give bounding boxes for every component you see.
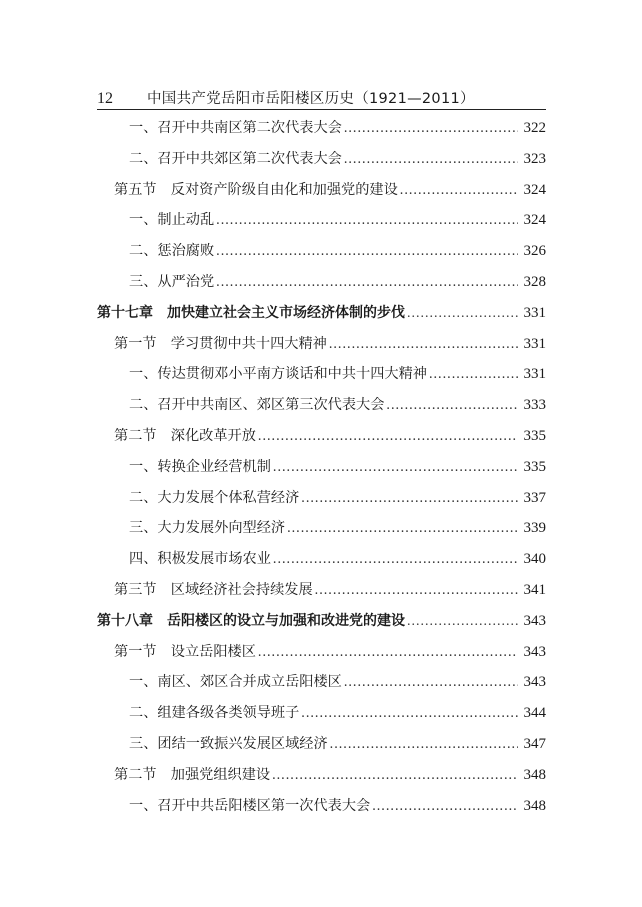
toc-entry-page: 331 (523, 335, 546, 352)
toc-entry-section[interactable] (114, 765, 546, 795)
toc-entry-item[interactable] (129, 703, 546, 733)
dot-leader (429, 364, 518, 384)
toc-entry-page: 335 (523, 428, 546, 444)
toc-entry-page: 331 (523, 304, 546, 321)
toc-entry-title: 二、大力发展个体私营经济 (129, 489, 300, 506)
toc-entry-page: 326 (523, 243, 546, 260)
toc-entry-page: 337 (523, 489, 546, 506)
toc-entry-item[interactable] (129, 272, 546, 302)
toc-entry-page: 331 (523, 366, 546, 383)
dot-leader (273, 457, 518, 477)
toc-entry-item[interactable] (129, 549, 546, 579)
toc-entry-item[interactable] (129, 672, 546, 702)
toc-entry-page: 343 (523, 674, 546, 691)
toc-entry-page: 348 (523, 766, 546, 783)
toc-entry-title: 三、团结一致振兴发展区域经济 (129, 736, 328, 752)
page-header (97, 84, 546, 108)
toc-entry-section[interactable] (114, 642, 546, 672)
dot-leader (372, 796, 518, 816)
toc-entry-page: 333 (523, 397, 546, 414)
toc-entry-item[interactable] (129, 457, 546, 487)
toc-entry-page: 343 (523, 612, 546, 629)
toc-entry-page: 341 (523, 582, 546, 598)
toc-entry-title: 一、转换企业经营机制 (129, 458, 271, 475)
toc-entry-title: 第二节 加强党组织建设 (114, 766, 271, 783)
toc-entry-title: 第二节 深化改革开放 (114, 428, 256, 444)
toc-entry-page: 322 (523, 120, 546, 136)
running-title: 中国共产党岳阳市岳阳楼区历史（1921—2011） (147, 91, 475, 107)
toc-entry-title: 二、召开中共郊区第二次代表大会 (129, 150, 342, 167)
dot-leader (407, 304, 518, 324)
dot-leader (301, 703, 518, 723)
dot-leader (329, 334, 518, 354)
toc-entry-title: 一、召开中共南区第二次代表大会 (129, 120, 342, 136)
toc-entry-title: 第十八章 岳阳楼区的设立与加强和改进党的建设 (97, 612, 405, 629)
toc-entry-section[interactable] (114, 426, 546, 456)
dot-leader (400, 180, 518, 200)
toc-entry-title: 一、传达贯彻邓小平南方谈话和中共十四大精神 (129, 366, 427, 383)
toc-entry-title: 二、召开中共南区、郊区第三次代表大会 (129, 397, 385, 414)
toc-entry-title: 四、积极发展市场农业 (129, 551, 271, 568)
dot-leader (386, 395, 518, 415)
dot-leader (344, 672, 518, 692)
toc-entry-item[interactable] (129, 149, 546, 179)
toc-entry-page: 328 (523, 274, 546, 290)
toc-entry-page: 324 (523, 181, 546, 198)
dot-leader (287, 518, 518, 538)
dot-leader (273, 549, 518, 569)
toc-entry-title: 二、组建各级各类领导班子 (129, 705, 300, 722)
toc-entry-chapter[interactable] (97, 611, 546, 641)
toc-entry-item[interactable] (129, 734, 546, 764)
toc-entry-section[interactable] (114, 334, 546, 364)
toc-entry-title: 三、大力发展外向型经济 (129, 520, 286, 537)
toc-entry-item[interactable] (129, 796, 546, 826)
toc-entry-title: 三、从严治党 (129, 274, 215, 290)
dot-leader (258, 642, 518, 662)
toc-entry-item[interactable] (129, 241, 546, 271)
dot-leader (344, 118, 518, 138)
toc-entry-page: 344 (523, 705, 546, 722)
toc-entry-title: 一、制止动乱 (129, 212, 215, 229)
toc-entry-title: 第十七章 加快建立社会主义市场经济体制的步伐 (97, 304, 405, 321)
dot-leader (258, 426, 518, 446)
toc-entry-page: 340 (523, 551, 546, 568)
toc-entry-page: 324 (523, 212, 546, 229)
dot-leader (315, 580, 518, 600)
toc-entry-title: 第一节 设立岳阳楼区 (114, 643, 256, 660)
toc-entry-page: 343 (523, 643, 546, 660)
dot-leader (344, 149, 518, 169)
toc-entry-item[interactable] (129, 518, 546, 548)
dot-leader (272, 765, 518, 785)
toc-entry-section[interactable] (114, 580, 546, 610)
dot-leader (330, 734, 518, 754)
toc-entry-section[interactable] (114, 180, 546, 210)
toc-entry-page: 348 (523, 797, 546, 814)
toc-entry-title: 一、召开中共岳阳楼区第一次代表大会 (129, 797, 371, 814)
toc-entry-item[interactable] (129, 118, 546, 148)
header-rule (97, 109, 546, 110)
dot-leader (216, 210, 518, 230)
toc-entry-page: 339 (523, 520, 546, 537)
toc-entry-title: 第三节 区域经济社会持续发展 (114, 582, 313, 598)
toc-entry-title: 第一节 学习贯彻中共十四大精神 (114, 335, 327, 352)
dot-leader (407, 612, 518, 632)
toc-entry-page: 323 (523, 150, 546, 167)
toc-entry-item[interactable] (129, 364, 546, 394)
toc-entry-title: 第五节 反对资产阶级自由化和加强党的建设 (114, 181, 398, 198)
toc-entry-item[interactable] (129, 488, 546, 518)
dot-leader (301, 488, 518, 508)
toc-entry-item[interactable] (129, 395, 546, 425)
toc-entry-page: 347 (523, 736, 546, 752)
toc-entry-chapter[interactable] (97, 303, 546, 333)
toc-entry-page: 335 (523, 458, 546, 475)
dot-leader (216, 241, 518, 261)
toc-entry-title: 一、南区、郊区合并成立岳阳楼区 (129, 674, 342, 691)
toc-entry-item[interactable] (129, 210, 546, 240)
page-number: 12 (97, 90, 113, 107)
toc-entry-title: 二、惩治腐败 (129, 243, 215, 260)
dot-leader (216, 272, 518, 292)
